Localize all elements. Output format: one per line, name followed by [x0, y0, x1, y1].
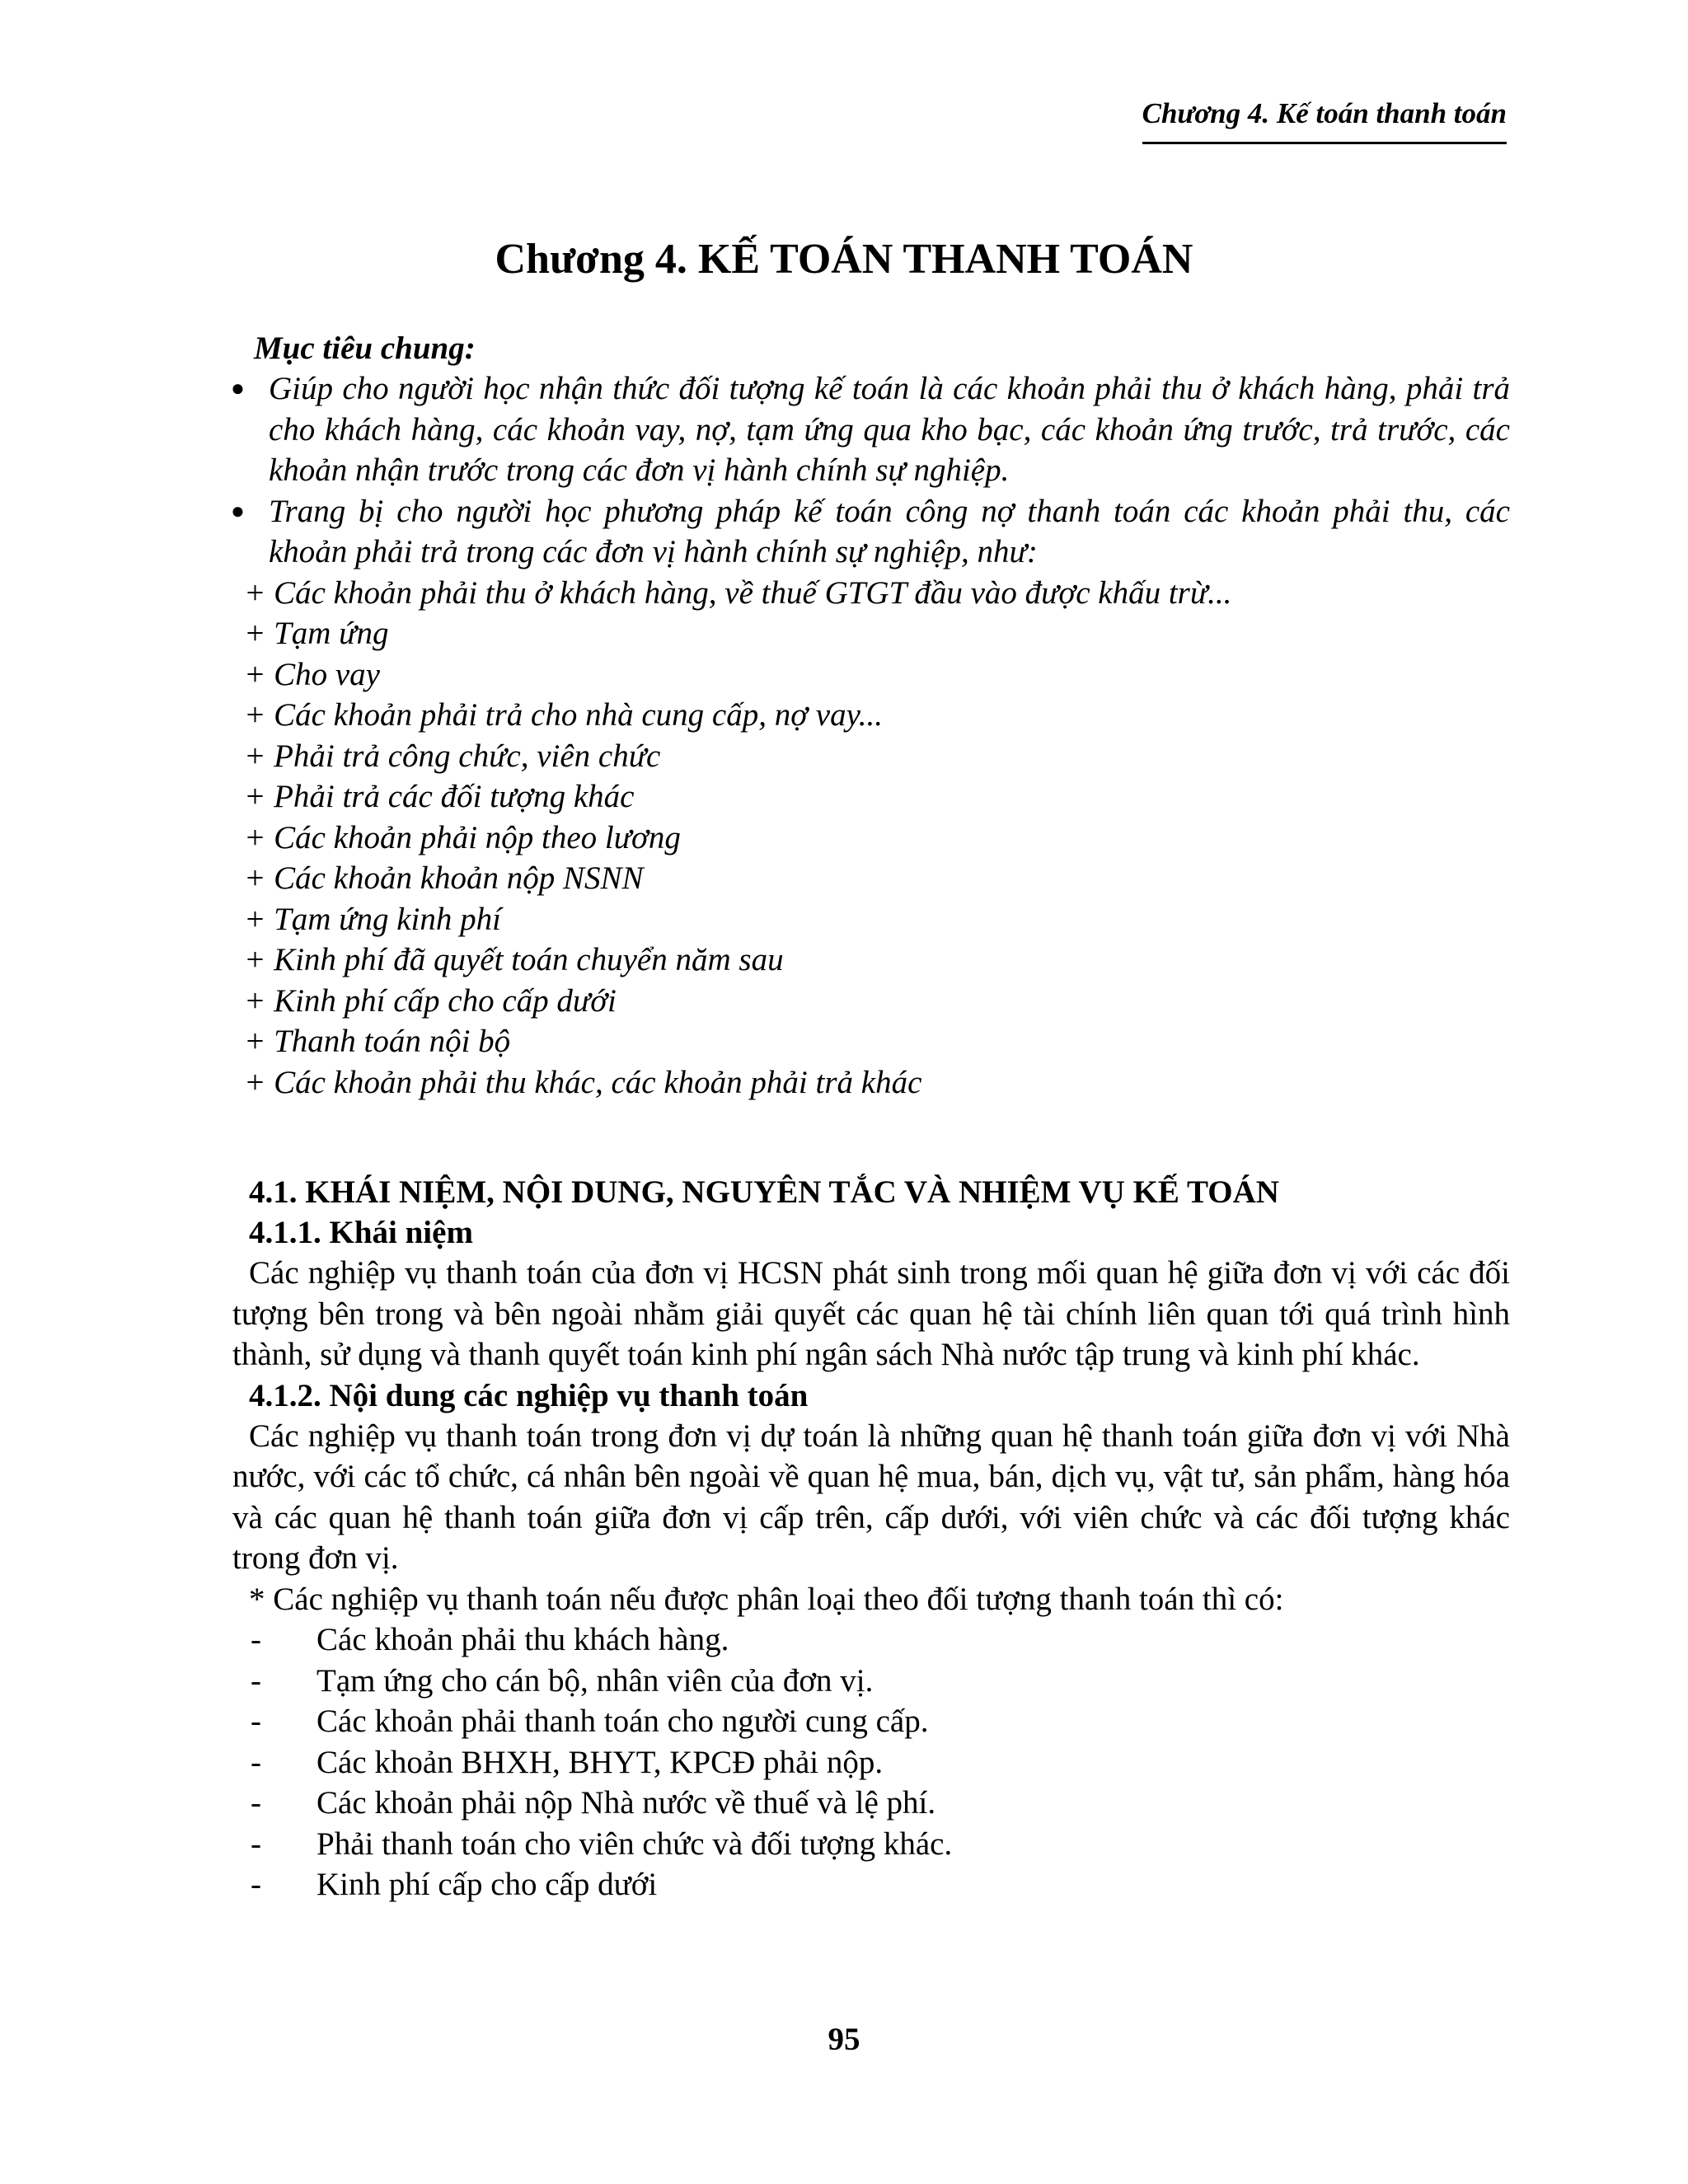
- dash-list-item-text: Kinh phí cấp cho cấp dưới: [316, 1867, 658, 1902]
- dash-list-item-text: Tạm ứng cho cán bộ, nhân viên của đơn vị.: [316, 1662, 874, 1699]
- dash-list-item: [251, 1701, 1510, 1742]
- subsection-heading: 4.1.1. Khái niệm: [249, 1215, 473, 1250]
- plus-list-item: + Kinh phí đã quyết toán chuyển năm sau: [244, 942, 784, 977]
- dash-list-item: [251, 1783, 1510, 1824]
- plus-list-item: + Thanh toán nội bộ: [244, 1024, 511, 1059]
- page-content: [232, 328, 1510, 1905]
- dash-list-item-text: Các khoản phải nộp Nhà nước về thuế và lệ phí.: [316, 1785, 936, 1821]
- dash-list-item: [251, 1661, 1510, 1702]
- dash-marker: -: [251, 1622, 261, 1657]
- dash-marker: -: [251, 1785, 261, 1821]
- goal-bullet: [232, 368, 1510, 491]
- subsection-heading: 4.1.2. Nội dung các nghiệp vụ thanh toán: [249, 1377, 809, 1413]
- dash-list-item-text: Phải thanh toán cho viên chức và đối tượng khác.: [316, 1825, 953, 1862]
- dash-marker: -: [251, 1825, 261, 1862]
- dash-list-item: [251, 1824, 1510, 1865]
- plus-list-item: + Phải trả công chức, viên chức: [244, 738, 661, 774]
- chapter-title: Chương 4. KẾ TOÁN THANH TOÁN: [495, 236, 1193, 283]
- plus-list-item: + Cho vay: [244, 656, 380, 692]
- section-heading: 4.1. KHÁI NIỆM, NỘI DUNG, NGUYÊN TẮC VÀ NHIỆM VỤ KẾ TOÁN: [249, 1174, 1279, 1210]
- dash-list-item: [251, 1619, 1510, 1661]
- dash-list-item: [251, 1864, 1510, 1905]
- plus-list-item: + Tạm ứng kinh phí: [244, 901, 501, 937]
- bullet-dot-icon: ●: [231, 376, 245, 401]
- dash-marker: -: [251, 1867, 261, 1902]
- plus-list-item: + Kinh phí cấp cho cấp dưới: [244, 982, 617, 1019]
- dash-list-item-text: Các khoản phải thanh toán cho người cung cấp.: [316, 1704, 929, 1739]
- goal-bullet-text: Trang bị cho người học phương pháp kế toán công nợ thanh toán các khoản phải thu, các khoản phải trả trong các đơn vị hành chính sự nghiệp, như:: [269, 493, 1510, 569]
- plus-list-item: + Các khoản khoản nộp NSNN: [244, 860, 644, 896]
- dash-marker: -: [251, 1662, 261, 1699]
- dash-marker: -: [251, 1744, 261, 1780]
- running-header: Chương 4. Kế toán thanh toán: [1142, 97, 1507, 144]
- page-number: 95: [828, 2022, 860, 2057]
- paragraph: Các nghiệp vụ thanh toán trong đơn vị dự toán là những quan hệ thanh toán giữa đơn vị với Nhà nước, với các tổ chức, cá nhân bên ngoài về quan hệ mua, bán, dịch vụ, vật tư, sản phẩm, hàng hóa và các quan hệ thanh toán giữa đơn vị cấp trên, cấp dưới, với viên chức và các đối tượng khác trong đơn vị.: [232, 1418, 1510, 1576]
- dash-list-item: [251, 1742, 1510, 1783]
- goal-bullet-text: Giúp cho người học nhận thức đối tượng kế toán là các khoản phải thu ở khách hàng, phải trả cho khách hàng, các khoản vay, nợ, tạm ứng qua kho bạc, các khoản ứng trước, trả trước, các khoản nhận trước trong các đơn vị hành chính sự nghiệp.: [269, 371, 1510, 488]
- dash-marker: -: [251, 1704, 261, 1739]
- plus-list: [244, 573, 1510, 1104]
- bullet-dot-icon: ●: [231, 498, 245, 524]
- classification-intro: * Các nghiệp vụ thanh toán nếu được phân loại theo đối tượng thanh toán thì có:: [249, 1581, 1284, 1617]
- paragraph: Các nghiệp vụ thanh toán của đơn vị HCSN phát sinh trong mối quan hệ giữa đơn vị với các đối tượng bên trong và bên ngoài nhằm giải quyết các quan hệ tài chính liên quan tới quá trình hình thành, sử dụng và thanh quyết toán kinh phí ngân sách Nhà nước tập trung và kinh phí khác.: [232, 1255, 1510, 1372]
- plus-list-item: + Tạm ứng: [244, 616, 389, 651]
- plus-list-item: + Các khoản phải trả cho nhà cung cấp, nợ vay...: [244, 697, 884, 733]
- plus-list-item: + Các khoản phải thu khác, các khoản phải trả khác: [244, 1064, 922, 1100]
- dash-list-item-text: Các khoản phải thu khách hàng.: [316, 1622, 729, 1657]
- plus-list-item: + Các khoản phải thu ở khách hàng, về thuế GTGT đầu vào được khấu trừ...: [244, 574, 1232, 611]
- plus-list-item: + Phải trả các đối tượng khác: [244, 779, 635, 814]
- goals-label: Mục tiêu chung:: [254, 330, 476, 366]
- dash-list-item-text: Các khoản BHXH, BHYT, KPCĐ phải nộp.: [316, 1744, 884, 1780]
- plus-list-item: + Các khoản phải nộp theo lương: [244, 819, 681, 855]
- goal-bullet: [232, 491, 1510, 573]
